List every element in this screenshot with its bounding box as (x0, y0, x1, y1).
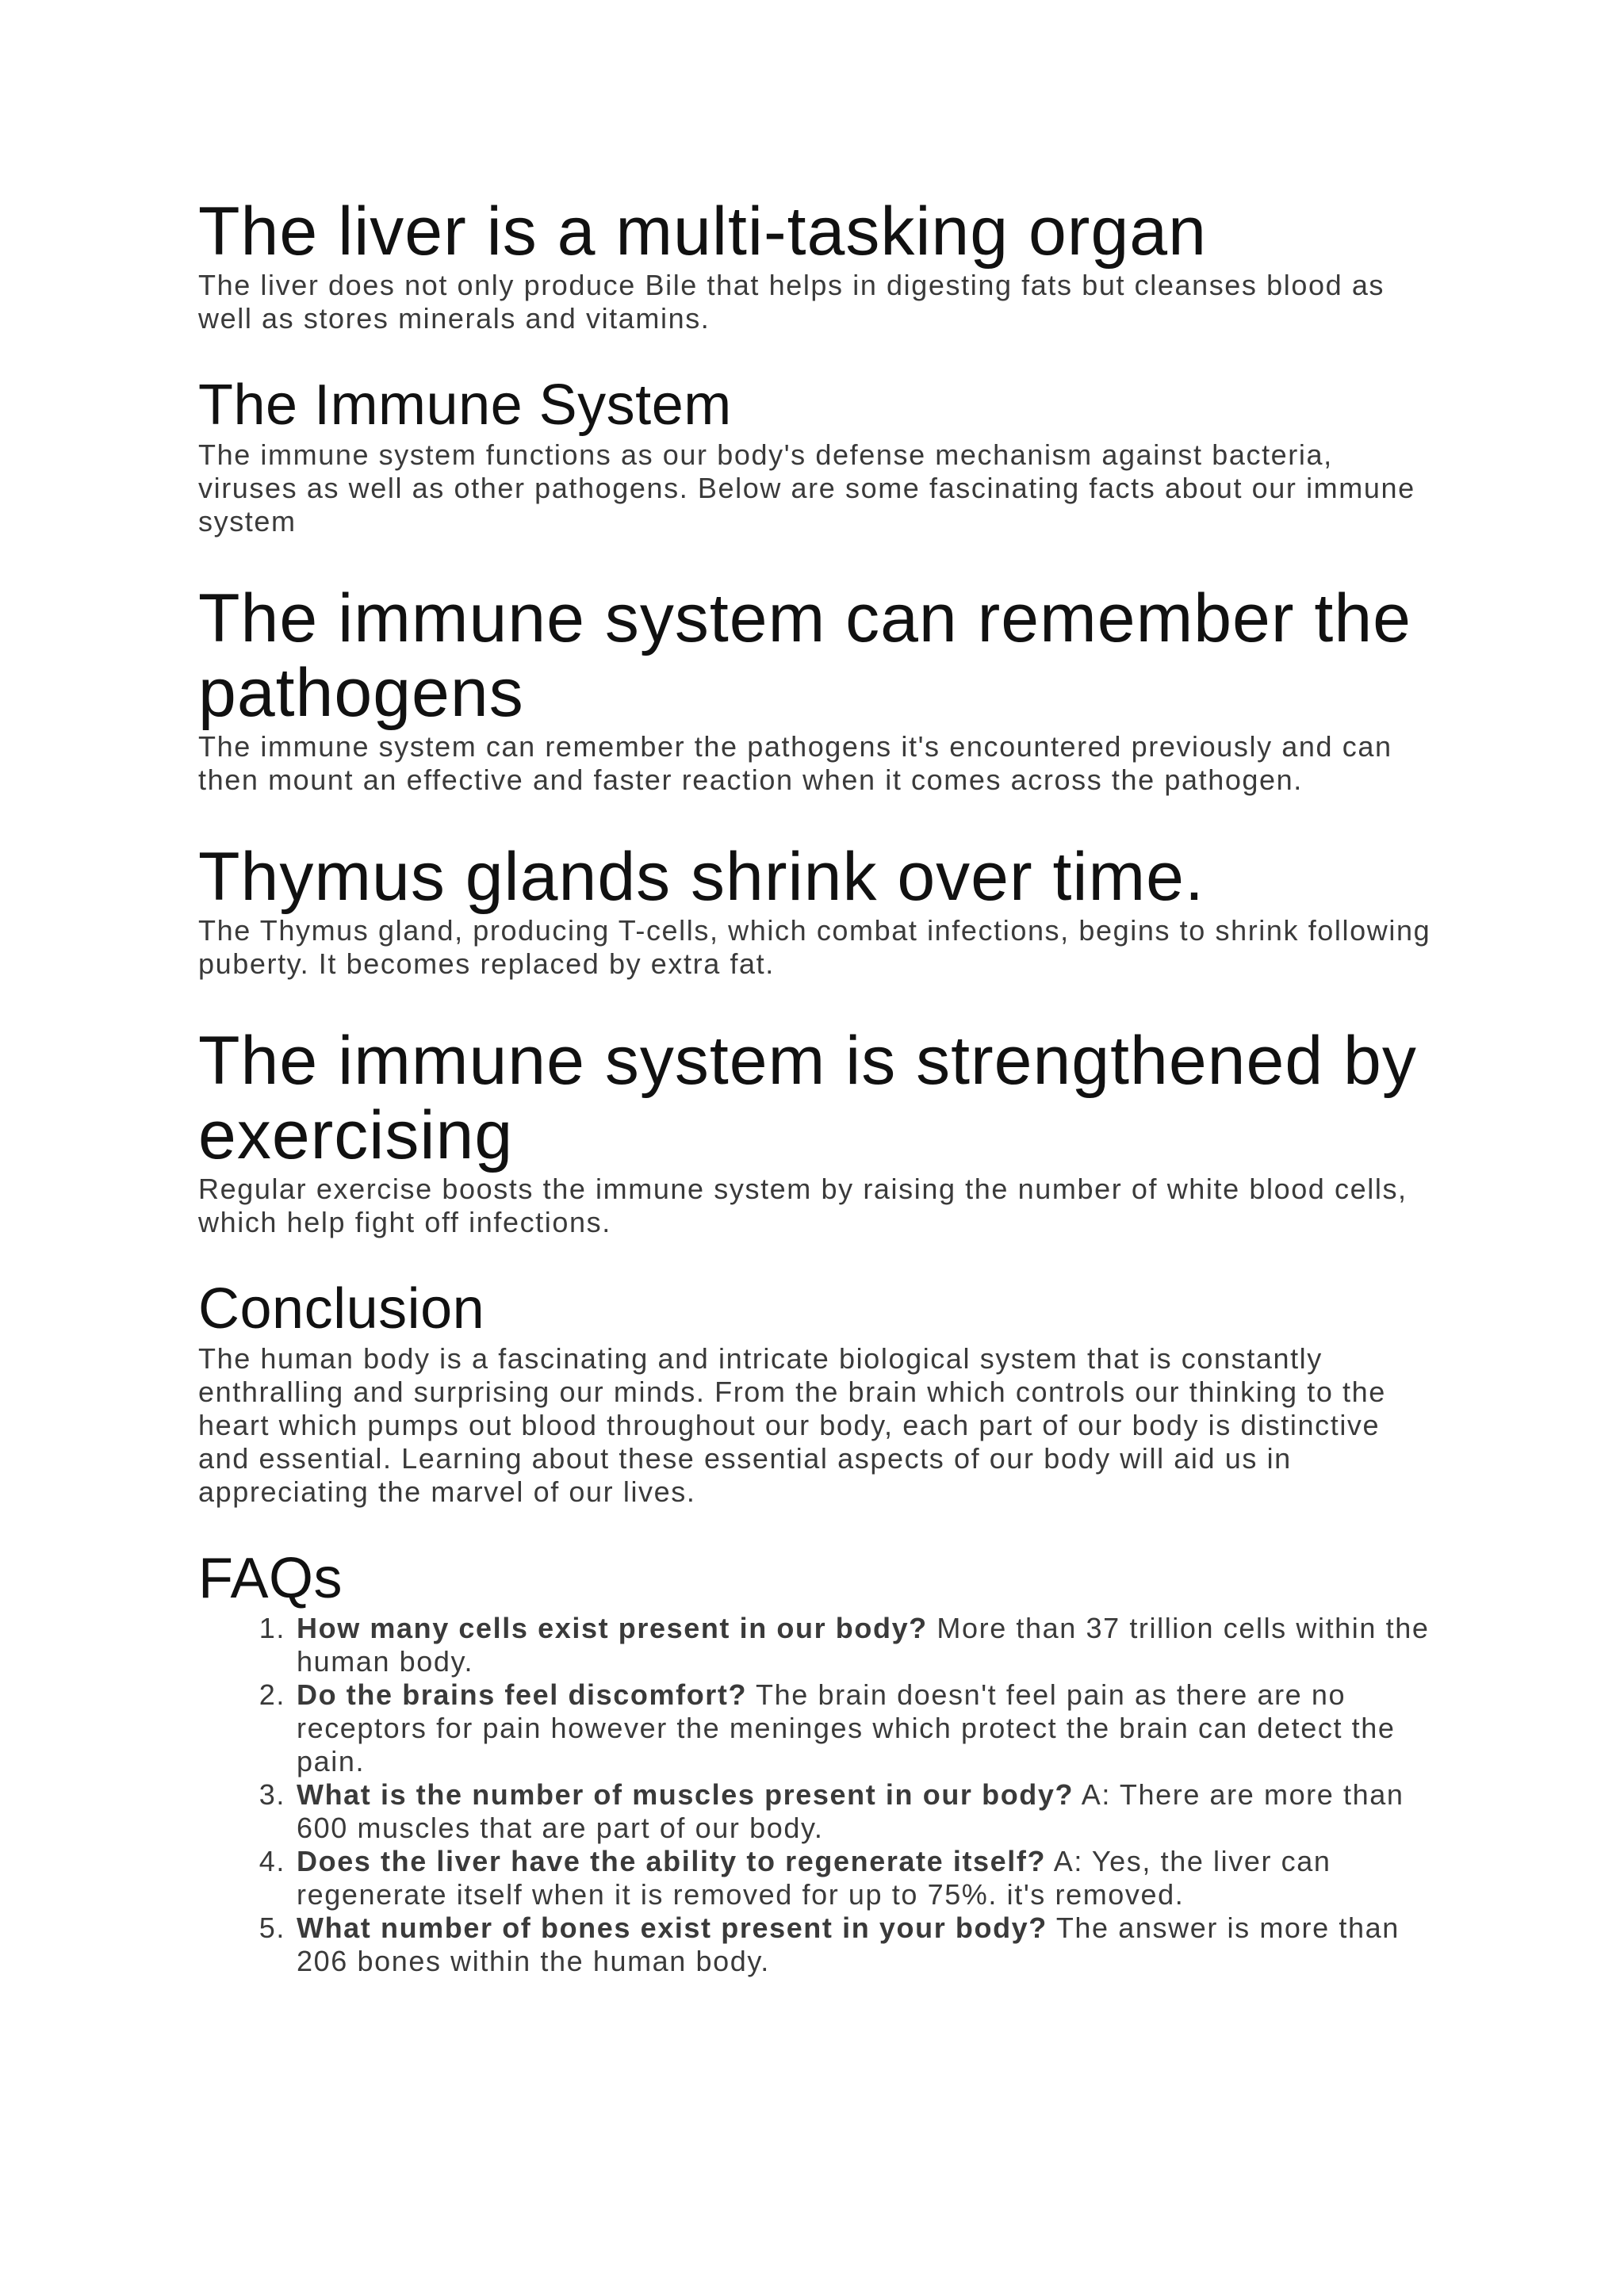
section-title-conclusion: Conclusion (198, 1277, 485, 1341)
faq-item (259, 1612, 1435, 1678)
faq-answer: The brain doesn't feel pain as there are no receptors for pain however the meninges which protect the brain can detect the pain. (297, 1678, 1396, 1777)
faq-question: Does the liver have the ability to regenerate itself? (297, 1845, 1047, 1877)
spacer (198, 797, 1435, 840)
spacer (198, 335, 1435, 372)
faq-number: 2. (259, 1678, 285, 1711)
spacer (198, 981, 1435, 1024)
faq-title: FAQs (198, 1547, 343, 1610)
faq-answer: A: There are more than 600 muscles that are part of our body. (297, 1778, 1404, 1844)
document-page (198, 194, 1435, 1978)
faq-question: Do the brains feel discomfort? (297, 1678, 748, 1711)
spacer (198, 538, 1435, 581)
spacer (198, 1509, 1435, 1545)
faq-question: How many cells exist present in our body? (297, 1612, 928, 1644)
section-title-liver: The liver is a multi-tasking organ (198, 193, 1207, 270)
faq-number: 1. (259, 1612, 285, 1644)
spacer (198, 1239, 1435, 1276)
section-body-immune-memory: The immune system can remember the pathogens it's encountered previously and can then mount an effective and faster reaction when it comes across the pathogen. (198, 730, 1392, 796)
faq-question: What is the number of muscles present in our body? (297, 1778, 1074, 1811)
faq-number: 5. (259, 1911, 285, 1944)
faq-item (259, 1678, 1435, 1778)
section-body-exercise: Regular exercise boosts the immune system by raising the number of white blood cells, which help fight off infections. (198, 1173, 1408, 1238)
faq-item (259, 1778, 1435, 1845)
faq-number: 4. (259, 1845, 285, 1877)
faq-answer: A: Yes, the liver can regenerate itself when it is removed for up to 75%. it's removed. (297, 1845, 1331, 1911)
faq-question: What number of bones exist present in your body? (297, 1911, 1048, 1944)
faq-list (198, 1612, 1435, 1978)
section-body-liver: The liver does not only produce Bile that helps in digesting fats but cleanses blood as well as stores minerals and vitamins. (198, 269, 1385, 335)
section-title-immune-memory: The immune system can remember the pathogens (198, 580, 1411, 731)
faq-item (259, 1845, 1435, 1911)
faq-answer: The answer is more than 206 bones within the human body. (297, 1911, 1400, 1977)
section-title-exercise: The immune system is strengthened by exercising (198, 1023, 1417, 1173)
section-body-thymus: The Thymus gland, producing T-cells, which combat infections, begins to shrink following puberty. It becomes replaced by extra fat. (198, 914, 1431, 980)
section-title-immune-system: The Immune System (198, 373, 732, 437)
section-title-thymus: Thymus glands shrink over time. (198, 839, 1205, 915)
section-body-conclusion: The human body is a fascinating and intricate biological system that is constantly enthralling and surprising our minds. From the brain which controls our thinking to the heart which pumps out blood throughout our body, each part of our body is distinctive and essential. Learning about these essential aspects of our body will aid us in appreciating the marvel of our lives. (198, 1342, 1386, 1508)
faq-item (259, 1911, 1435, 1978)
faq-answer: More than 37 trillion cells within the human body. (297, 1612, 1430, 1678)
section-body-immune-system: The immune system functions as our body's defense mechanism against bacteria, viruses as well as other pathogens. Below are some fascinating facts about our immune system (198, 438, 1415, 538)
faq-number: 3. (259, 1778, 285, 1811)
